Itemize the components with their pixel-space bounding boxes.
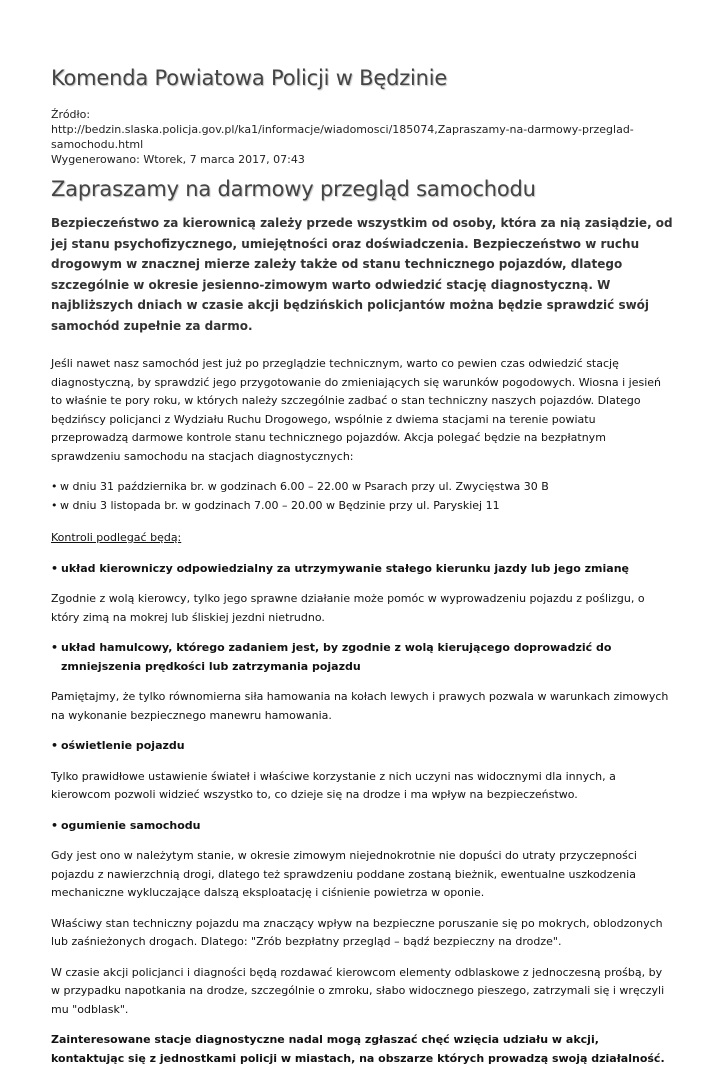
generated-timestamp: Wygenerowano: Wtorek, 7 marca 2017, 07:43	[51, 153, 305, 166]
check-tyres-text: Gdy jest ono w należytym stanie, w okresie zimowym niejednokrotnie nie dopuści do utraty przyczepności pojazdu z nawierzchnią drogi, dlatego też sprawdzeniu poddane zostaną bieżnik, ewentualne uszkodzenia mechaniczne wykluczające dalszą eksploatację i ciśnienie powietrza w oponie.	[51, 849, 637, 899]
document-page	[51, 64, 673, 1068]
site-title: Komenda Powiatowa Policji w Będzinie	[51, 66, 448, 90]
checks-heading-text: Kontroli podlegać będą:	[51, 531, 182, 544]
check-brakes-heading: • układ hamulcowy, którego zadaniem jest, by zgodnie z wolą kierującego doprowadzić do zmniejszenia prędkości lub zatrzymania pojazdu	[51, 639, 673, 676]
source-url[interactable]: http://bedzin.slaska.policja.gov.pl/ka1/informacje/wiadomosci/185074,Zapraszamy-na-darmowy-przeglad-samochodu.html	[51, 123, 634, 151]
article-lead: Bezpieczeństwo za kierownicą zależy przede wszystkim od osoby, która za nią zasiądzie, od jej stanu psychofizycznego, umiejętności oraz doświadczenia. Bezpieczeństwo w ruchu drogowym w znacznej mierze zależy także od stanu technicznego pojazdów, dlatego szczególnie w okresie jesienno-zimowym warto odwiedzić stację diagnostyczną. W najbliższych dniach w czasie akcji będzińskich policjantów można będzie sprawdzić swój samochód zupełnie za darmo.	[51, 216, 673, 333]
article-title: Zapraszamy na darmowy przegląd samochodu	[51, 177, 536, 201]
check-steering-heading: • układ kierowniczy odpowiedzialny za utrzymywanie stałego kierunku jazdy lub jego zmianę	[51, 560, 673, 579]
check-tyres-heading: • ogumienie samochodu	[51, 817, 673, 836]
check-steering-text: Zgodnie z wolą kierowcy, tylko jego sprawne działanie może pomóc w wyprowadzeniu pojazdu z poślizgu, o który zimą na mokrej lub śliskiej jezdni nietrudno.	[51, 592, 645, 624]
check-lights-heading: • oświetlenie pojazdu	[51, 737, 673, 756]
checks-heading	[51, 529, 673, 548]
article-intro: Jeśli nawet nasz samochód jest już po przeglądzie technicznym, warto co pewien czas odwiedzić stację diagnostyczną, by sprawdzić jego przygotowanie do zmieniających się warunków pogodowych. Wiosna i jesień to właśnie te pory roku, w których należy szczególnie zadbać o stan techniczny naszych pojazdów. Dlatego będzińscy policjanci z Wydziału Ruchu Drogowego, wspólnie z dwiema stacjami na terenie powiatu przeprowadzą darmowe kontrole stanu technicznego pojazdów. Akcja polegać będzie na bezpłatnym sprawdzeniu samochodu na stacjach diagnostycznych:	[51, 357, 662, 463]
check-lights-text: Tylko prawidłowe ustawienie świateł i właściwe korzystanie z nich uczyni nas widocznymi dla innych, a kierowcom pozwoli widzieć wszystko to, co dzieje się na drodze i ma wpływ na bezpieczeństwo.	[51, 769, 616, 801]
closing-paragraph-2: W czasie akcji policjanci i diagności będą rozdawać kierowcom elementy odblaskowe z jednoczesną prośbą, by w przypadku napotkania na drodze, szczególnie o zmroku, słabo widocznego pieszego, zatrzymali się i wręczyli mu "odblask".	[51, 965, 665, 1016]
check-brakes-text: Pamiętajmy, że tylko równomierna siła hamowania na kołach lewych i prawych pozwala w warunkach zimowych na wykonanie bezpiecznego manewru hamowania.	[51, 690, 669, 722]
final-paragraph: Zainteresowane stacje diagnostyczne nadal mogą zgłaszać chęć wzięcia udziału w akcji, kontaktując się z jednostkami policji w miastach, na obszarze których prowadzą swoją działalność.	[51, 1033, 665, 1065]
closing-paragraph-1: Właściwy stan techniczny pojazdu ma znaczący wpływ na bezpieczne poruszanie się po mokrych, oblodzonych lub zaśnieżonych drogach. Dlatego: "Zrób bezpłatny przegląd – bądź bezpieczny na drodze".	[51, 916, 663, 948]
inspection-dates-list	[51, 478, 673, 515]
list-item: • w dniu 3 listopada br. w godzinach 7.00 – 20.00 w Będzinie przy ul. Paryskiej 11	[51, 497, 673, 516]
list-item: • w dniu 31 października br. w godzinach 6.00 – 22.00 w Psarach przy ul. Zwycięstwa 30 B	[51, 478, 673, 497]
source-label: Źródło:	[51, 108, 91, 121]
